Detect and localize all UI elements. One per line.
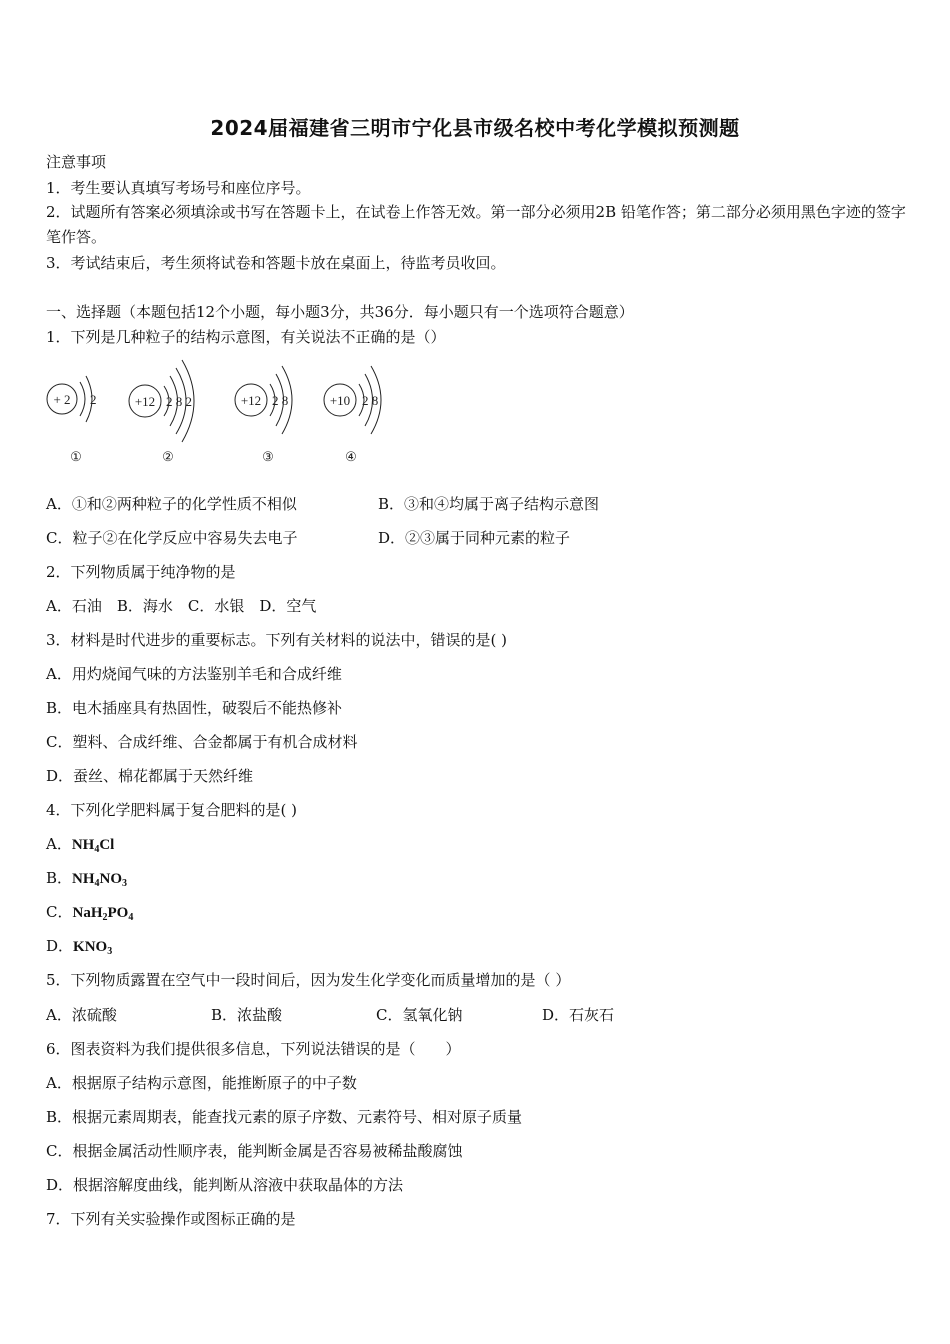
- notice-item-3: 3．考试结束后，考生须将试卷和答题卡放在桌面上，待监考员收回。: [46, 254, 506, 272]
- q1-option-c: C．粒子②在化学反应中容易失去电子: [46, 529, 298, 547]
- q5-option-a: A．浓硫酸: [46, 1006, 117, 1024]
- q3-stem: 3．材料是时代进步的重要标志。下列有关材料的说法中，错误的是( ): [46, 631, 508, 649]
- q6-option-d: D．根据溶解度曲线，能判断从溶液中获取晶体的方法: [46, 1176, 404, 1194]
- q3-option-a: A．用灼烧闻气味的方法鉴别羊毛和合成纤维: [46, 665, 342, 683]
- notice-item-2: 2．试题所有答案必须填涂或书写在答题卡上，在试卷上作答无效。第一部分必须用2B 铅笔作答；第二部分必须用黑色字迹的签字笔作答。: [46, 203, 906, 246]
- particle-4: [324, 366, 381, 464]
- q4-option-d: D．$KNO_3$: [46, 937, 113, 957]
- particle-3-shells: 2 8: [272, 393, 289, 408]
- particle-3-nucleus: +12: [240, 393, 262, 408]
- q4-option-a: A．$NH_4Cl$: [46, 835, 115, 855]
- q3-option-d: D．蚕丝、棉花都属于天然纤维: [46, 767, 254, 785]
- atomic-structure-diagrams: [40, 358, 420, 468]
- particle-4-shells: 2 8: [362, 393, 379, 408]
- particle-1-label: ①: [70, 449, 82, 464]
- q1-option-d: D．②③属于同种元素的粒子: [378, 529, 571, 547]
- q5-option-b: B．浓盐酸: [211, 1006, 283, 1024]
- q4-option-b: B．$NH_4NO_3$: [46, 869, 128, 889]
- notice-item-1: 1．考生要认真填写考场号和座位序号。: [46, 179, 311, 197]
- particle-1: [47, 376, 97, 464]
- particle-4-nucleus: +10: [329, 393, 351, 408]
- q5-option-d: D．石灰石: [542, 1006, 615, 1024]
- particle-4-label: ④: [345, 449, 357, 464]
- q1-stem: 1．下列是几种粒子的结构示意图，有关说法不正确的是（）: [46, 328, 446, 346]
- particle-3-label: ③: [262, 449, 274, 464]
- q4-stem: 4．下列化学肥料属于复合肥料的是( ): [46, 801, 298, 819]
- particle-1-shells: 2: [90, 392, 97, 407]
- q1-option-a: A．①和②两种粒子的化学性质不相似: [46, 495, 297, 513]
- q4-option-c: C．$NaH_2PO_4$: [46, 903, 134, 923]
- notice-heading: 注意事项: [46, 153, 107, 171]
- section-heading: 一、选择题（本题包括12个小题，每小题3分，共36分．每小题只有一个选项符合题意）: [46, 303, 634, 321]
- q2-stem: 2．下列物质属于纯净物的是: [46, 563, 236, 581]
- particle-2-label: ②: [162, 449, 174, 464]
- q6-option-a: A．根据原子结构示意图，能推断原子的中子数: [46, 1074, 357, 1092]
- page-title: 2024届福建省三明市宁化县市级名校中考化学模拟预测题: [210, 116, 740, 140]
- q5-stem: 5．下列物质露置在空气中一段时间后，因为发生化学变化而质量增加的是（ ）: [46, 971, 571, 989]
- particle-2-shells: 2 8 2: [166, 394, 192, 409]
- q3-option-b: B．电木插座具有热固性，破裂后不能热修补: [46, 699, 343, 717]
- q1-option-b: B．③和④均属于离子结构示意图: [378, 495, 600, 513]
- particle-3: [235, 366, 292, 464]
- particle-2-nucleus: +12: [134, 394, 156, 409]
- q6-stem: 6．图表资料为我们提供很多信息，下列说法错误的是（ ）: [46, 1040, 461, 1058]
- q3-option-c: C．塑料、合成纤维、合金都属于有机合成材料: [46, 733, 358, 751]
- particle-2: [129, 360, 194, 464]
- q2-options: A．石油 B．海水 C．水银 D．空气: [46, 597, 317, 615]
- q6-option-b: B．根据元素周期表，能查找元素的原子序数、元素符号、相对原子质量: [46, 1108, 523, 1126]
- particle-1-nucleus: + 2: [53, 392, 71, 407]
- q5-option-c: C．氢氧化钠: [376, 1006, 463, 1024]
- q7-stem: 7．下列有关实验操作或图标正确的是: [46, 1210, 296, 1228]
- q6-option-c: C．根据金属活动性顺序表，能判断金属是否容易被稀盐酸腐蚀: [46, 1142, 463, 1160]
